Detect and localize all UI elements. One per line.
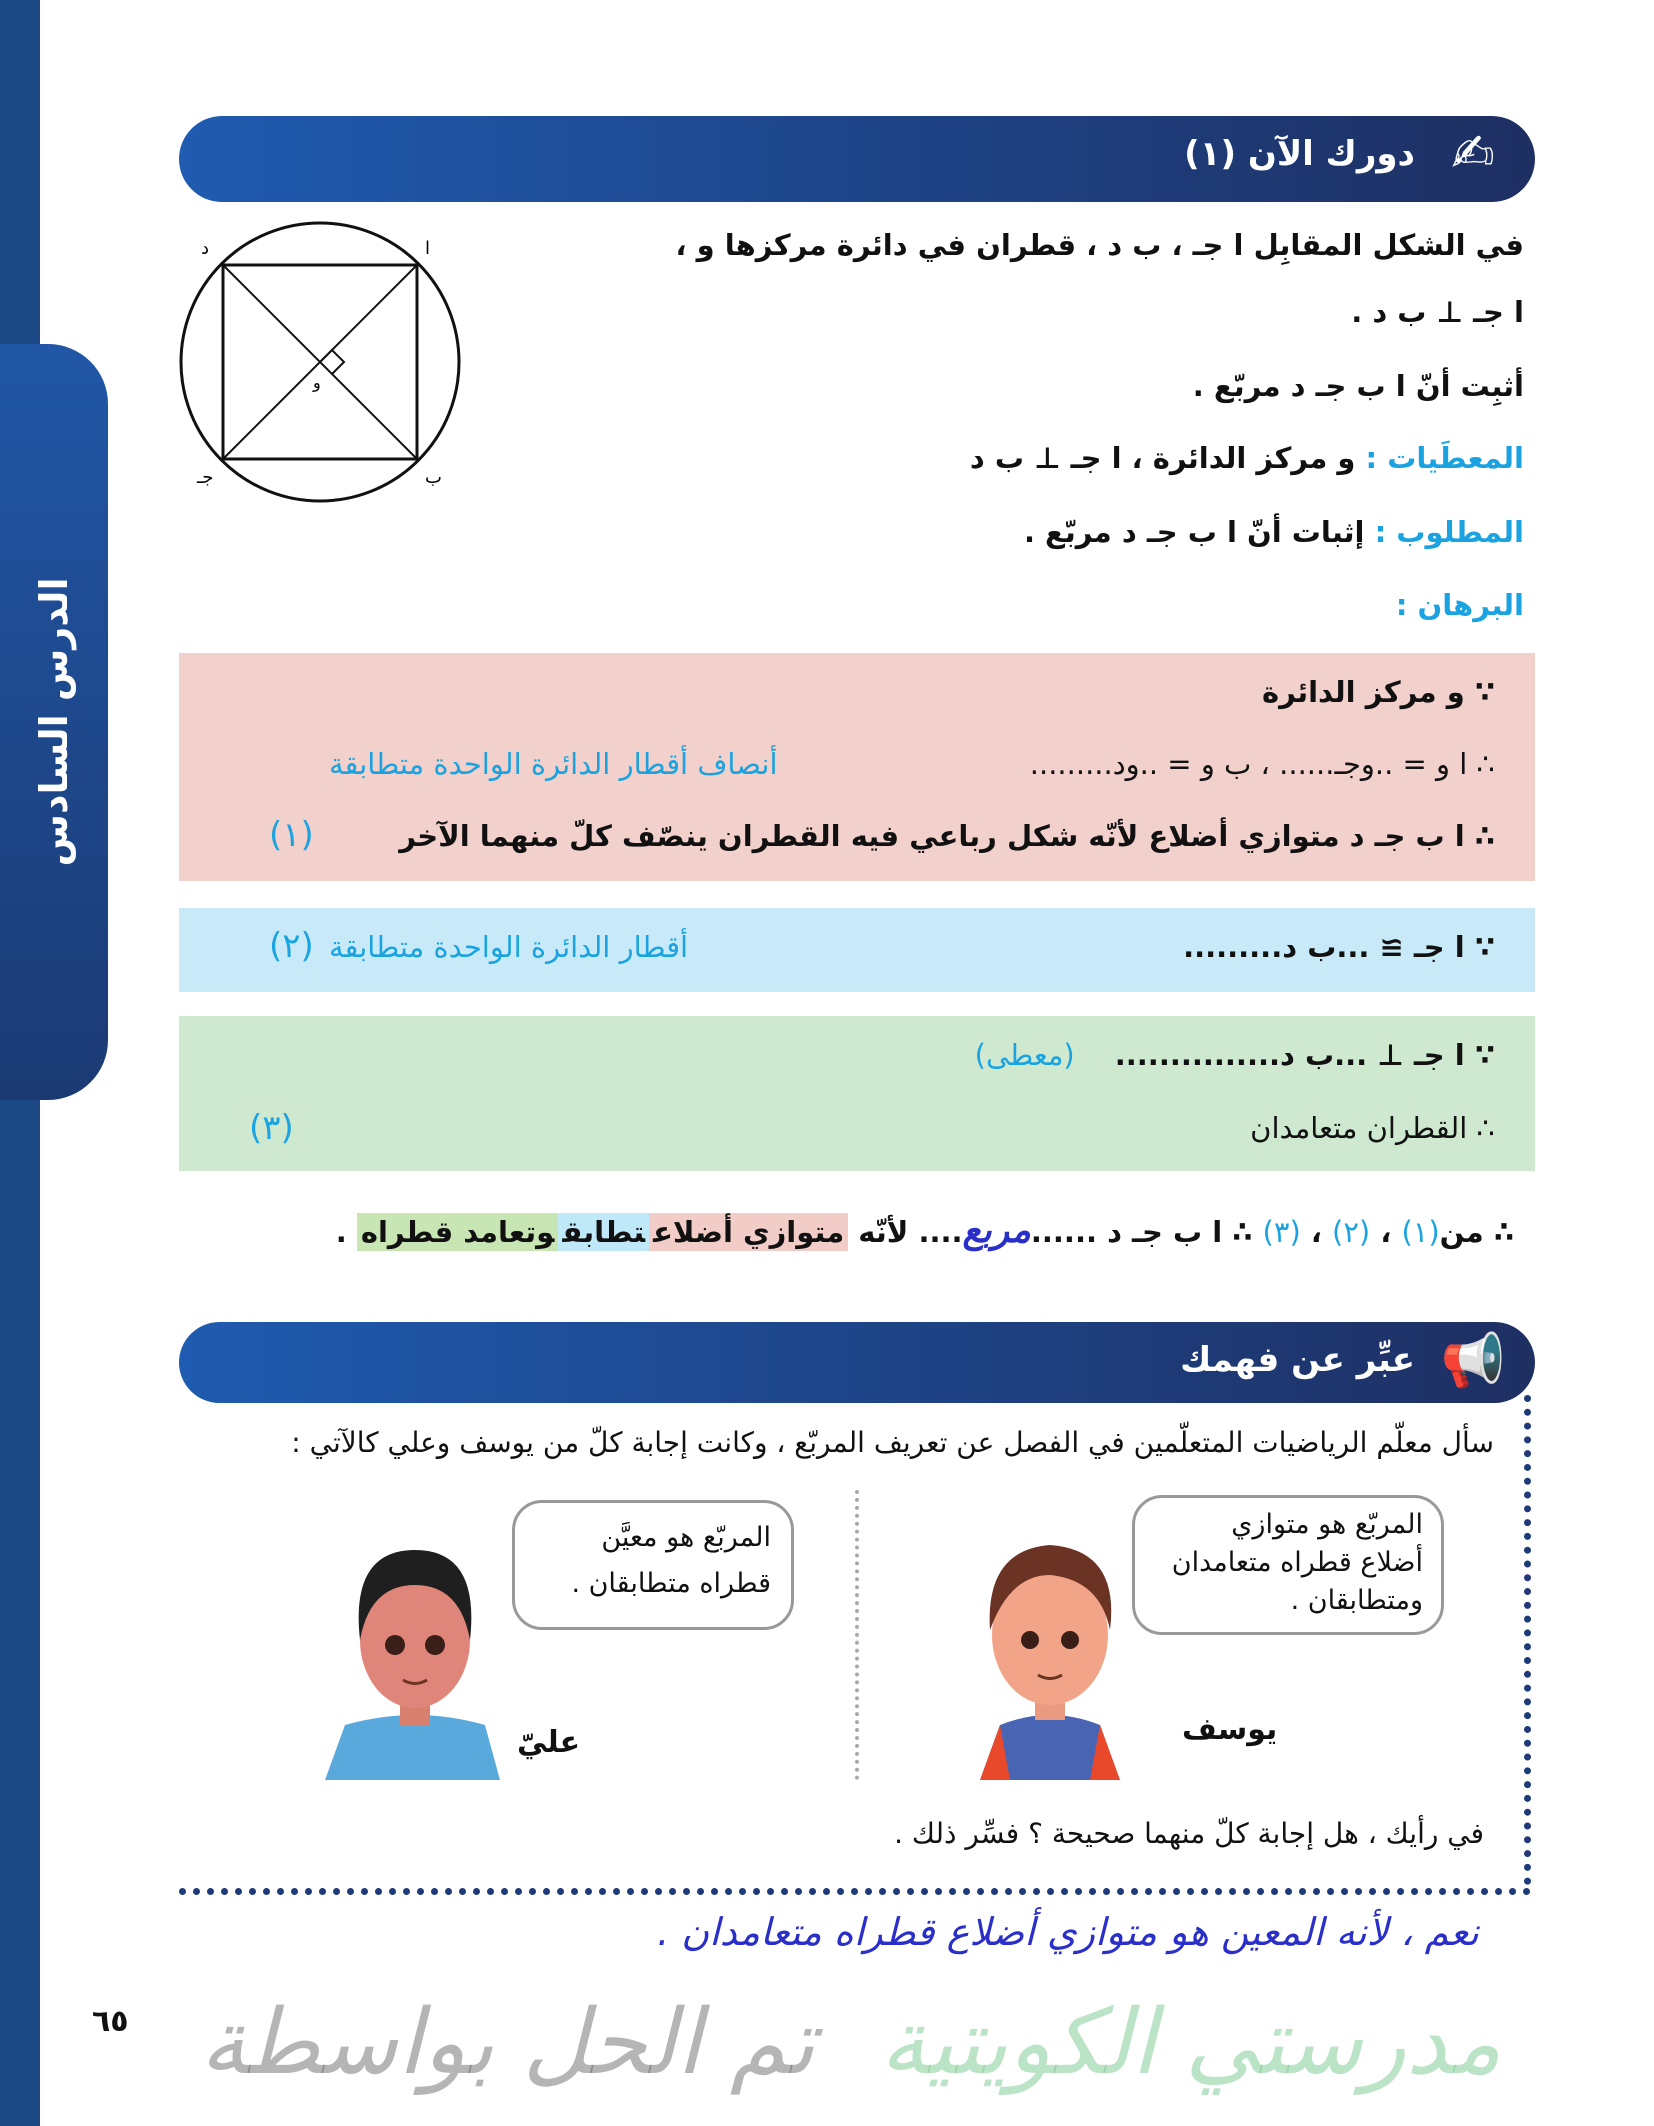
- because: لأنّه: [858, 1215, 909, 1249]
- hand-writing-icon: ✍: [1451, 124, 1495, 184]
- divider: [855, 1490, 859, 1780]
- dotted-border-bottom: [179, 1888, 1531, 1895]
- handwritten-answer[interactable]: نعم ، لأنه المعين هو متوازي أضلاع قطراه متعامدان .: [657, 1910, 1479, 1954]
- highlight-congruent: تطابق: [558, 1213, 649, 1251]
- yousef-name: يوسف: [1182, 1712, 1278, 1747]
- conclusion-middle: ∴ ا ب جـ د ......: [1030, 1215, 1253, 1249]
- ref-1: (١): [1401, 1215, 1440, 1249]
- prove-statement: أثبِت أنّ ا ب جـ د مربّع .: [1192, 369, 1524, 403]
- given-line: [970, 441, 1524, 475]
- highlight-perpendicular: وتعامد قطراه: [357, 1213, 558, 1251]
- section-title: دورك الآن (١): [1184, 134, 1415, 174]
- ref-2: (٢): [1331, 1215, 1371, 1249]
- proof-line: ∴ ا ب جـ د متوازي أضلاع لأنّه شكل رباعي فيه القطران ينصّف كلّ منهما الآخر: [399, 819, 1495, 853]
- proof-line-fill: ∴ ا و = ..وجـ...... ، ب و = ..ود.........: [1029, 747, 1495, 781]
- period: .: [335, 1215, 347, 1249]
- question-text: سأل معلّم الرياضيات المتعلّمين في الفصل عن تعريف المربّع ، وكانت إجابة كلّ من يوسف وعلي كالآتي :: [291, 1426, 1494, 1459]
- proof-reason: أقطار الدائرة الواحدة متطابقة: [329, 930, 689, 964]
- proof-row: [329, 747, 1495, 781]
- speech-line: ومتطابقان .: [1290, 1585, 1423, 1616]
- proof-row: [329, 930, 1495, 964]
- conclusion-line: ∴ من(١) ، (٢) ، (٣) ∴ ا ب جـ د ......مربع.... لأنّه متوازي أضلاعتطابقوتعامد قطراه .: [335, 1210, 1514, 1251]
- conclusion-prefix: ∴ من: [1439, 1215, 1514, 1249]
- section-header-your-turn: [179, 116, 1535, 202]
- lesson-label: الدرس السادس: [32, 577, 76, 867]
- problem-line-1: في الشكل المقابِل ا جـ ، ب د ، قطران في دائرة مركزها و ،: [675, 228, 1524, 262]
- yousef-avatar: [960, 1530, 1140, 1780]
- page-number: ٦٥: [92, 2004, 129, 2039]
- proof-line: ∵ و مركز الدائرة: [1262, 675, 1495, 709]
- proof-step-green: [179, 1016, 1535, 1171]
- label-a: ا: [425, 238, 431, 259]
- proof-label: البرهان :: [1395, 588, 1524, 622]
- required-text: إثبات أنّ ا ب جـ د مربّع .: [1023, 515, 1365, 549]
- speech-line: المربّع هو متوازي: [1231, 1509, 1423, 1540]
- proof-reason: (معطى): [974, 1038, 1075, 1072]
- proof-line-fill: ∵ ا جـ ⊥ ...ب د...............: [1114, 1038, 1495, 1072]
- required-line: [1024, 515, 1524, 549]
- required-label: المطلوب :: [1374, 515, 1524, 549]
- dotted-border-right: [1524, 1395, 1531, 1885]
- circle-square-diagram: [175, 218, 465, 508]
- handwritten-answer-square: مربع: [962, 1210, 1031, 1251]
- step-ref: (٢): [269, 926, 314, 966]
- proof-row: [329, 1038, 1495, 1072]
- label-c: جـ: [197, 467, 214, 488]
- given-label: المعطَيات :: [1365, 441, 1524, 475]
- section-header-express: [179, 1322, 1535, 1403]
- speech-line: قطراه متطابقان .: [571, 1568, 771, 1599]
- step-ref: (٣): [249, 1108, 294, 1148]
- ali-avatar: [325, 1540, 505, 1780]
- watermark-line-1: تم الحل بواسطة: [200, 1990, 815, 2095]
- step-ref: (١): [269, 815, 314, 855]
- watermark-line-2: مدرستي الكويتية: [880, 1990, 1502, 2095]
- followup-question: في رأيك ، هل إجابة كلّ منهما صحيحة ؟ فسِّر ذلك .: [894, 1817, 1484, 1850]
- proof-line: ∴ القطران متعامدان: [1250, 1111, 1495, 1145]
- speech-line: أضلاع قطراه متعامدان: [1171, 1547, 1423, 1578]
- proof-reason: أنصاف أقطار الدائرة الواحدة متطابقة: [329, 747, 778, 781]
- megaphone-icon: 📢: [1440, 1331, 1506, 1391]
- problem-line-2: ا جـ ⊥ ب د .: [1351, 295, 1524, 329]
- given-text: و مركز الدائرة ، ا جـ ⊥ ب د: [969, 441, 1356, 475]
- proof-line-fill: ∵ ا جـ ≅ ...ب د.........: [1183, 930, 1495, 964]
- ref-3: (٣): [1262, 1215, 1301, 1249]
- proof-step-blue: [179, 908, 1535, 992]
- yousef-speech-bubble: [1132, 1495, 1444, 1635]
- ali-name: عليّ: [517, 1725, 581, 1760]
- section-title: عبِّر عن فهمك: [1180, 1340, 1415, 1380]
- proof-step-pink: [179, 653, 1535, 881]
- label-o: و: [313, 373, 321, 392]
- label-b: ب: [425, 467, 442, 488]
- speech-line: المربّع هو معيَّن: [601, 1522, 771, 1553]
- lesson-tab: [0, 344, 108, 1100]
- highlight-parallelogram: متوازي أضلاع: [649, 1213, 848, 1251]
- label-d: د: [201, 238, 210, 259]
- ali-speech-bubble: [512, 1500, 794, 1630]
